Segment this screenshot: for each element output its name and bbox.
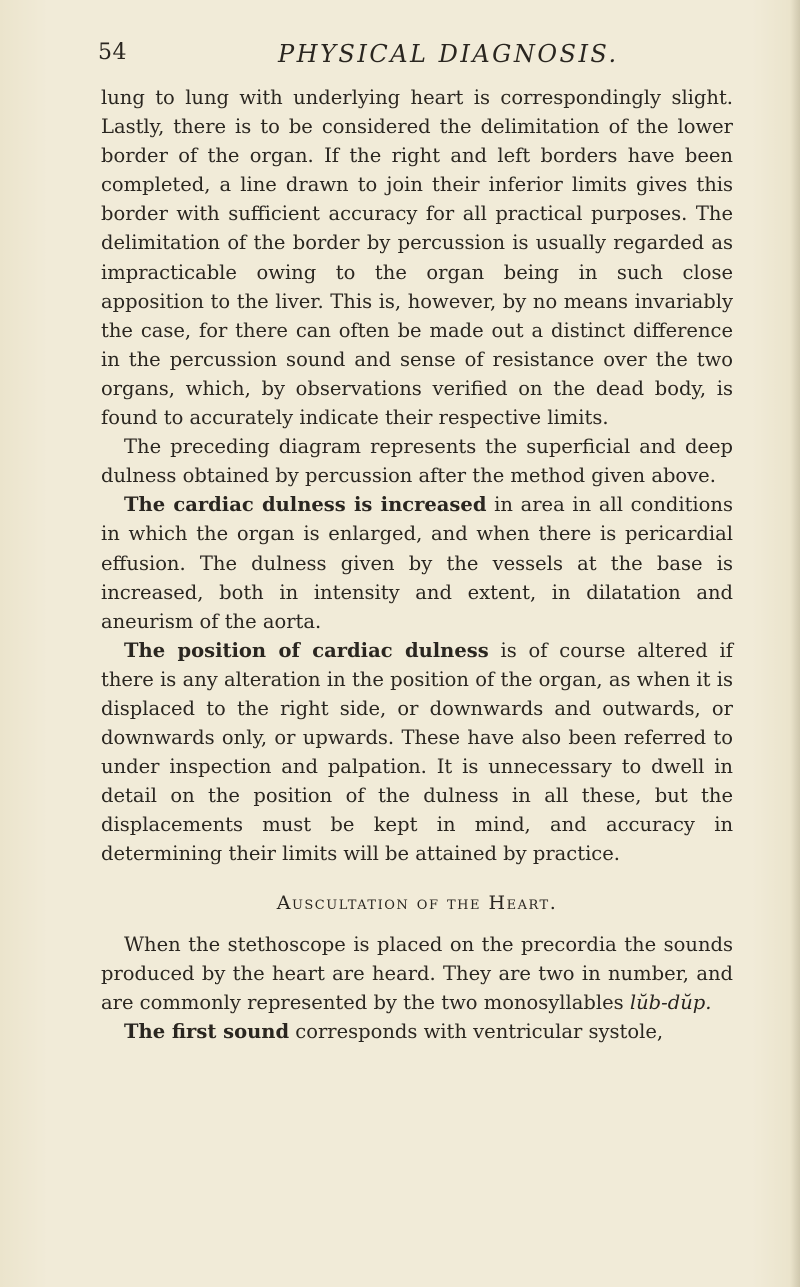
paragraph-4-lead: The position of cardiac dulness [124,638,489,662]
paragraph-2: The preceding diagram represents the superficial and deep dulness obtained by percussion after the method given above. [101,435,733,488]
paragraph-3-lead: The cardiac dulness is increased [124,493,487,517]
paragraph-1: lung to lung with underlying heart is correspondingly slight. Lastly, there is to be considered the delimitation of the lower border of the organ. If the right and left borders have been completed, a line drawn to join their inferior limits gives this border with sufficient accuracy for all practical purposes. The delimitation of the border by percussion is usually regarded as impracticable owing to the organ being in such close apposition to the liver. This is, however, by no means invariably the case, for there can often be made out a distinct difference in the percussion sound and sense of resistance over the two organs, which, by observations verified on the dead body, is found to accurately indicate their respective limits. [101,86,733,430]
paragraph-6-text: corresponds with ventricular systole, [289,1019,664,1043]
running-head: PHYSICAL DIAGNOSIS. [278,40,619,68]
paragraph-3 [101,490,733,635]
page-header [98,40,718,80]
paragraph-5-italic: lŭb-dŭp. [629,990,712,1014]
paragraph-5 [101,930,733,1017]
paragraph-4 [101,636,733,869]
section-heading: Auscultation of the Heart. [276,891,558,914]
paragraph-5-text: When the stethoscope is placed on the precordia the sounds produced by the heart are heard. They are two in number, and are commonly represented by the two monosyllables [101,932,733,1014]
body-text [101,83,733,1046]
page-edge-shadow [790,0,800,1287]
paragraph-6-lead: The first sound [124,1019,290,1043]
page-number: 54 [98,40,127,65]
paragraph-4-text: is of course altered if there is any alteration in the position of the organ, as when it is displaced to the right side, or downwards and outwards, or downwards only, or upwards. These have also been referred to under inspection and palpation. It is unnecessary to dwell in detail on the position of the dulness in all these, but the displacements must be kept in mind, and accuracy in determining their limits will be attained by practice. [101,638,733,866]
paragraph-6 [101,1017,733,1046]
paragraph-3-text: in area in all conditions in which the organ is enlarged, and when there is pericardial effusion. The dulness given by the vessels at the base is increased, both in intensity and extent, in dilatation and aneurism of the aorta. [101,493,733,633]
